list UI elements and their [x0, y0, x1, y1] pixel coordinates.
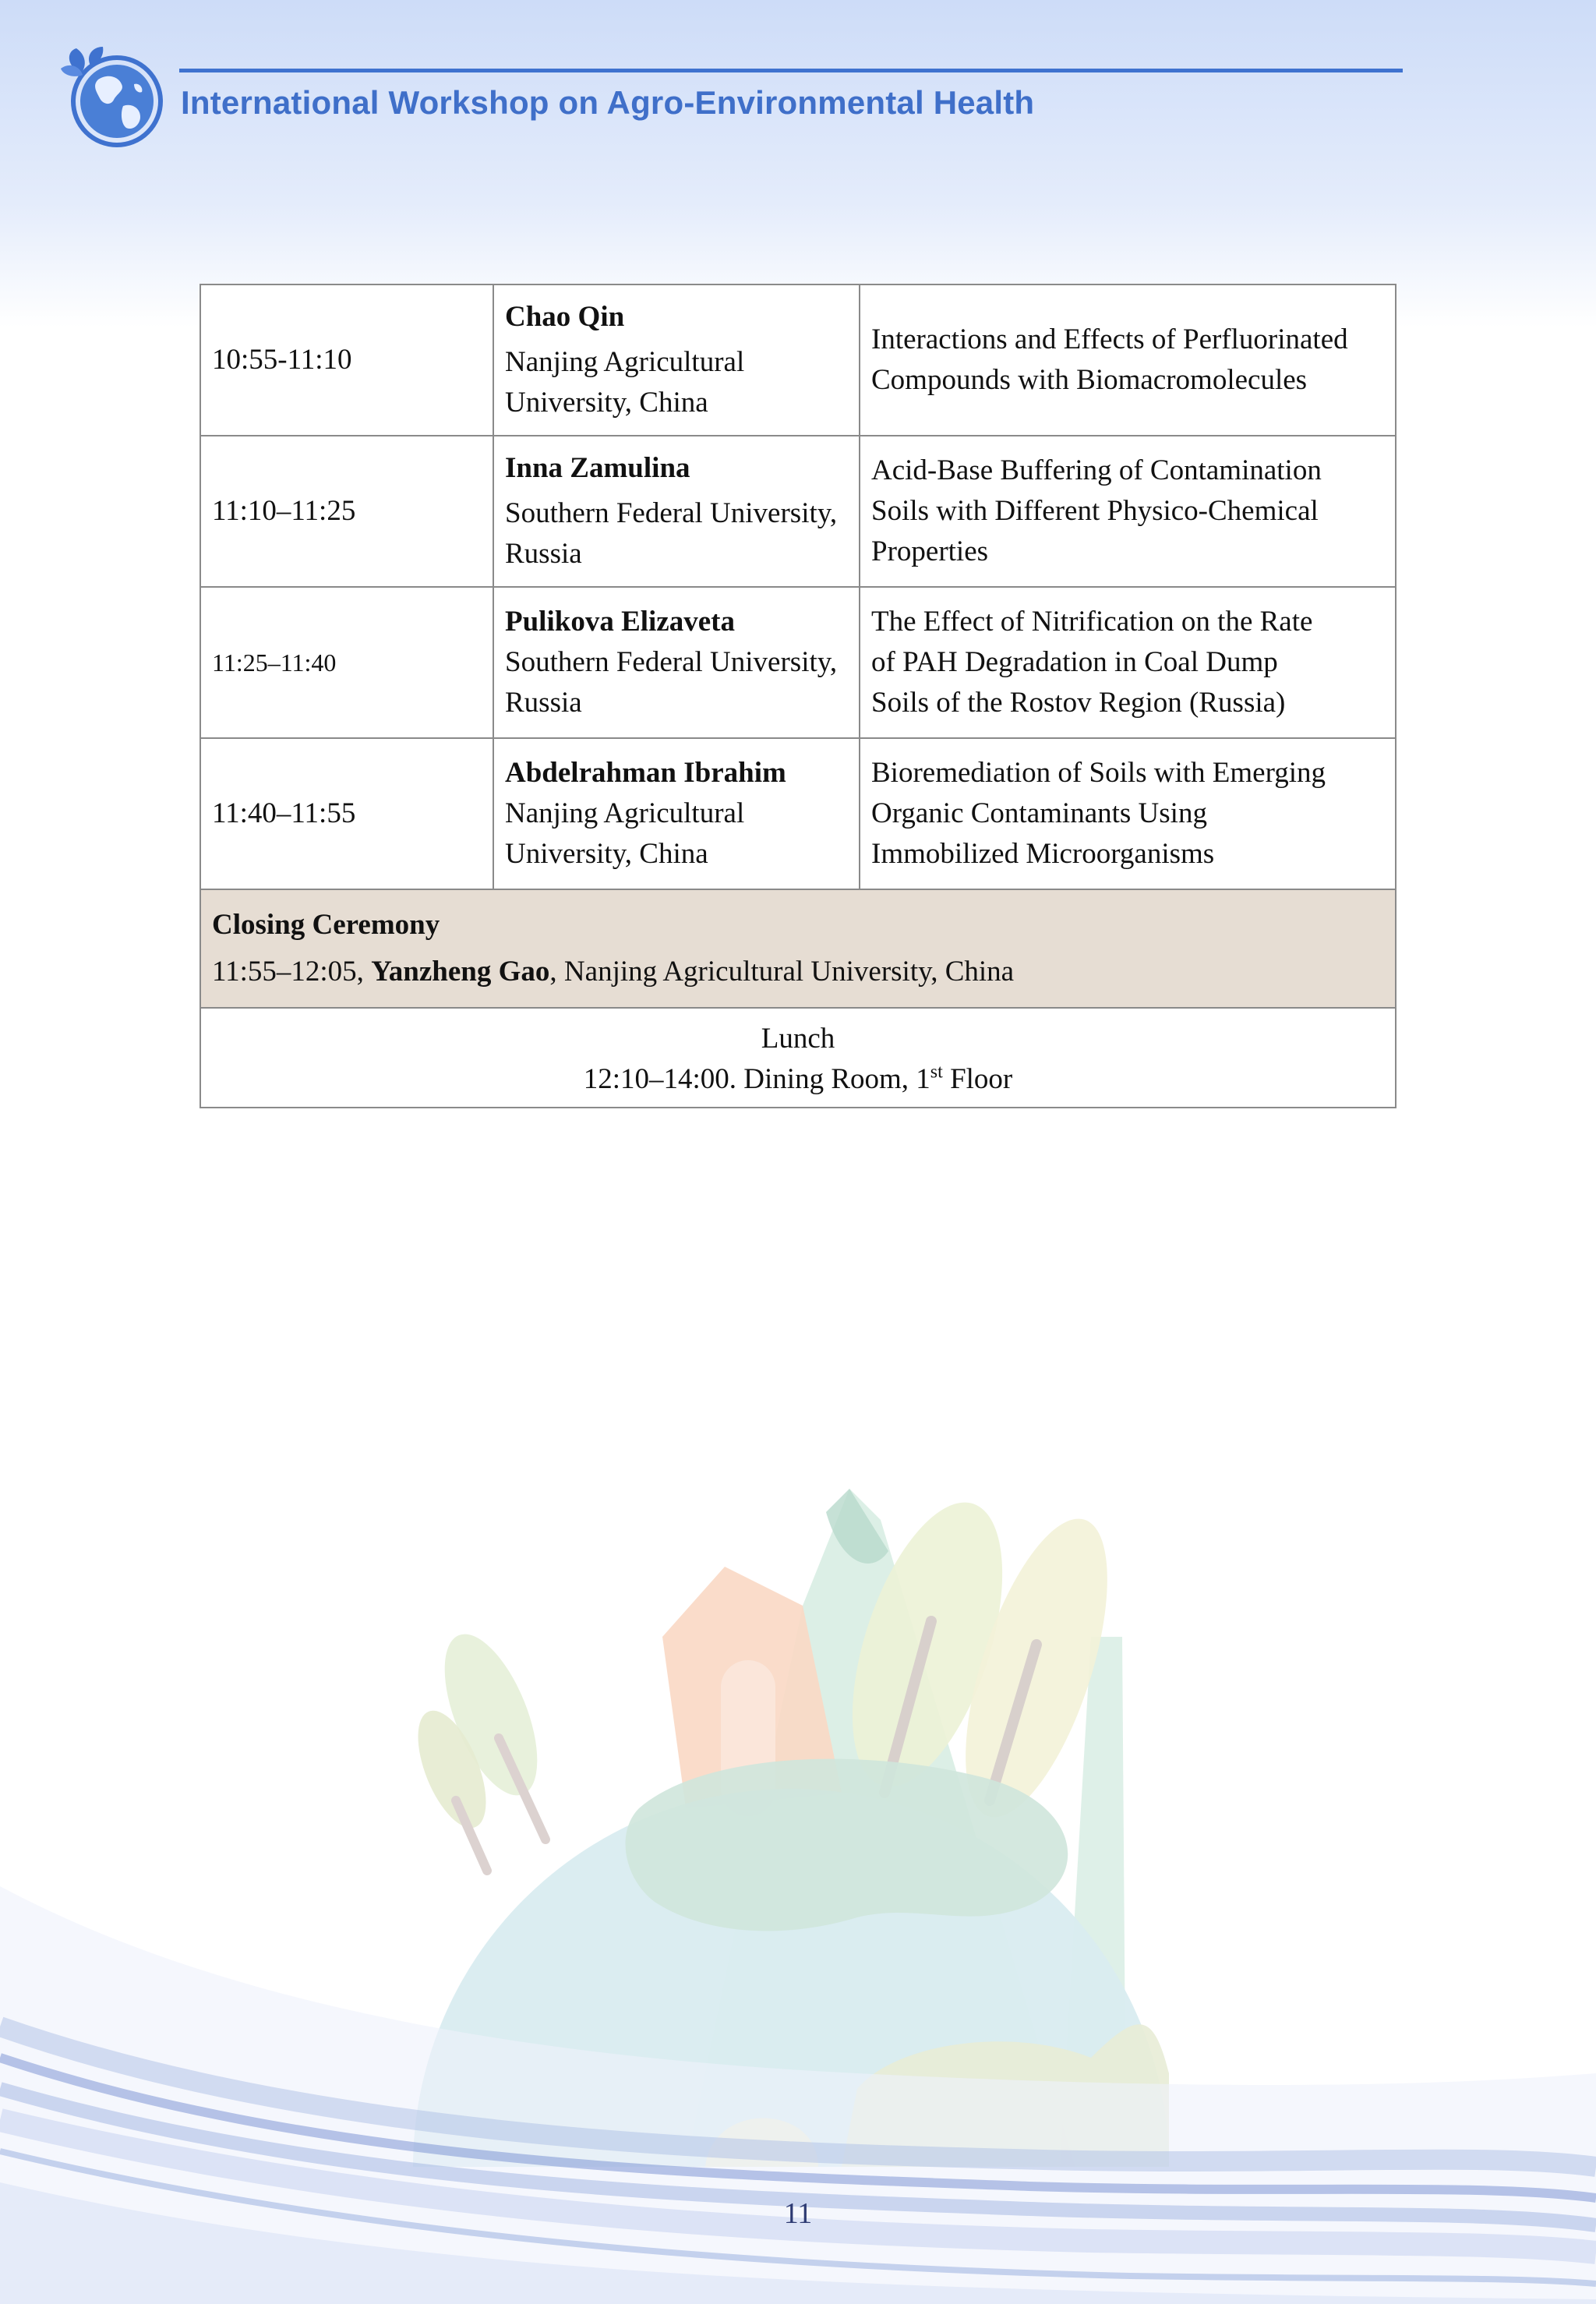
closing-ceremony-cell: [200, 889, 1396, 1008]
topic-line: Acid-Base Buffering of Contamination: [871, 454, 1322, 486]
topic-line: The Effect of Nitrification on the Rate: [871, 606, 1313, 638]
talk-topic-cell: [860, 738, 1396, 889]
topic-line: Properties: [871, 535, 989, 567]
speaker-affiliation-line: University, China: [505, 387, 708, 419]
closing-ceremony-title: Closing Ceremony: [212, 909, 440, 941]
lunch-title: Lunch: [761, 1023, 835, 1055]
lunch-row: [200, 1008, 1396, 1108]
talk-topic-cell: [860, 284, 1396, 436]
header-title: International Workshop on Agro-Environmental Health: [181, 84, 1035, 121]
talk-speaker-cell: [493, 738, 860, 889]
topic-line: Organic Contaminants Using: [871, 797, 1207, 829]
talk-row: [200, 587, 1396, 738]
topic-line: Compounds with Biomacromolecules: [871, 364, 1308, 396]
topic-line: Immobilized Microorganisms: [871, 838, 1215, 870]
schedule-table: [200, 284, 1396, 1108]
topic-line: of PAH Degradation in Coal Dump: [871, 646, 1278, 678]
speaker-affiliation-line: Nanjing Agricultural: [505, 797, 745, 829]
talk-speaker-cell: [493, 436, 860, 587]
topic-line: Soils with Different Physico-Chemical: [871, 495, 1319, 527]
closing-ceremony-row: [200, 889, 1396, 1008]
talk-time: 10:55-11:10: [200, 284, 493, 436]
talk-row: [200, 738, 1396, 889]
lunch-ordinal-suffix: st: [930, 1062, 943, 1083]
speaker-name: Abdelrahman Ibrahim: [505, 757, 786, 789]
speaker-name: Chao Qin: [505, 301, 625, 333]
talk-time: 11:25–11:40: [200, 587, 493, 738]
background-illustration: [0, 1465, 1596, 2304]
speaker-affiliation-line: Southern Federal University,: [505, 646, 838, 678]
topic-line: Interactions and Effects of Perfluorinated: [871, 323, 1348, 355]
header-rule: [179, 69, 1403, 72]
speaker-affiliation-line: Russia: [505, 687, 582, 719]
closing-ceremony-time: 11:55–12:05,: [212, 956, 372, 988]
globe-leaf-icon: [59, 45, 167, 150]
lunch-floor-text: Floor: [942, 1063, 1013, 1095]
speaker-name: Pulikova Elizaveta: [505, 606, 735, 638]
speaker-name: Inna Zamulina: [505, 452, 690, 484]
page-number: 11: [783, 2197, 813, 2230]
lunch-cell: [200, 1008, 1396, 1108]
talk-speaker-cell: [493, 587, 860, 738]
talk-time: 11:40–11:55: [200, 738, 493, 889]
talk-speaker-cell: [493, 284, 860, 436]
page-header: [0, 0, 1596, 171]
talk-row: [200, 436, 1396, 587]
speaker-affiliation-line: University, China: [505, 838, 708, 870]
lunch-details-text: 12:10–14:00. Dining Room, 1: [583, 1063, 930, 1095]
speaker-affiliation-line: Russia: [505, 538, 582, 570]
talk-topic-cell: [860, 436, 1396, 587]
speaker-affiliation-line: Nanjing Agricultural: [505, 346, 745, 378]
speaker-affiliation-line: Southern Federal University,: [505, 497, 838, 529]
topic-line: Soils of the Rostov Region (Russia): [871, 687, 1286, 719]
talk-time: 11:10–11:25: [200, 436, 493, 587]
topic-line: Bioremediation of Soils with Emerging: [871, 757, 1326, 789]
lunch-details: [212, 1059, 1384, 1100]
closing-ceremony-speaker: Yanzheng Gao: [371, 956, 550, 988]
talk-topic-cell: [860, 587, 1396, 738]
closing-ceremony-affiliation: , Nanjing Agricultural University, China: [549, 956, 1015, 988]
talk-row: [200, 284, 1396, 436]
